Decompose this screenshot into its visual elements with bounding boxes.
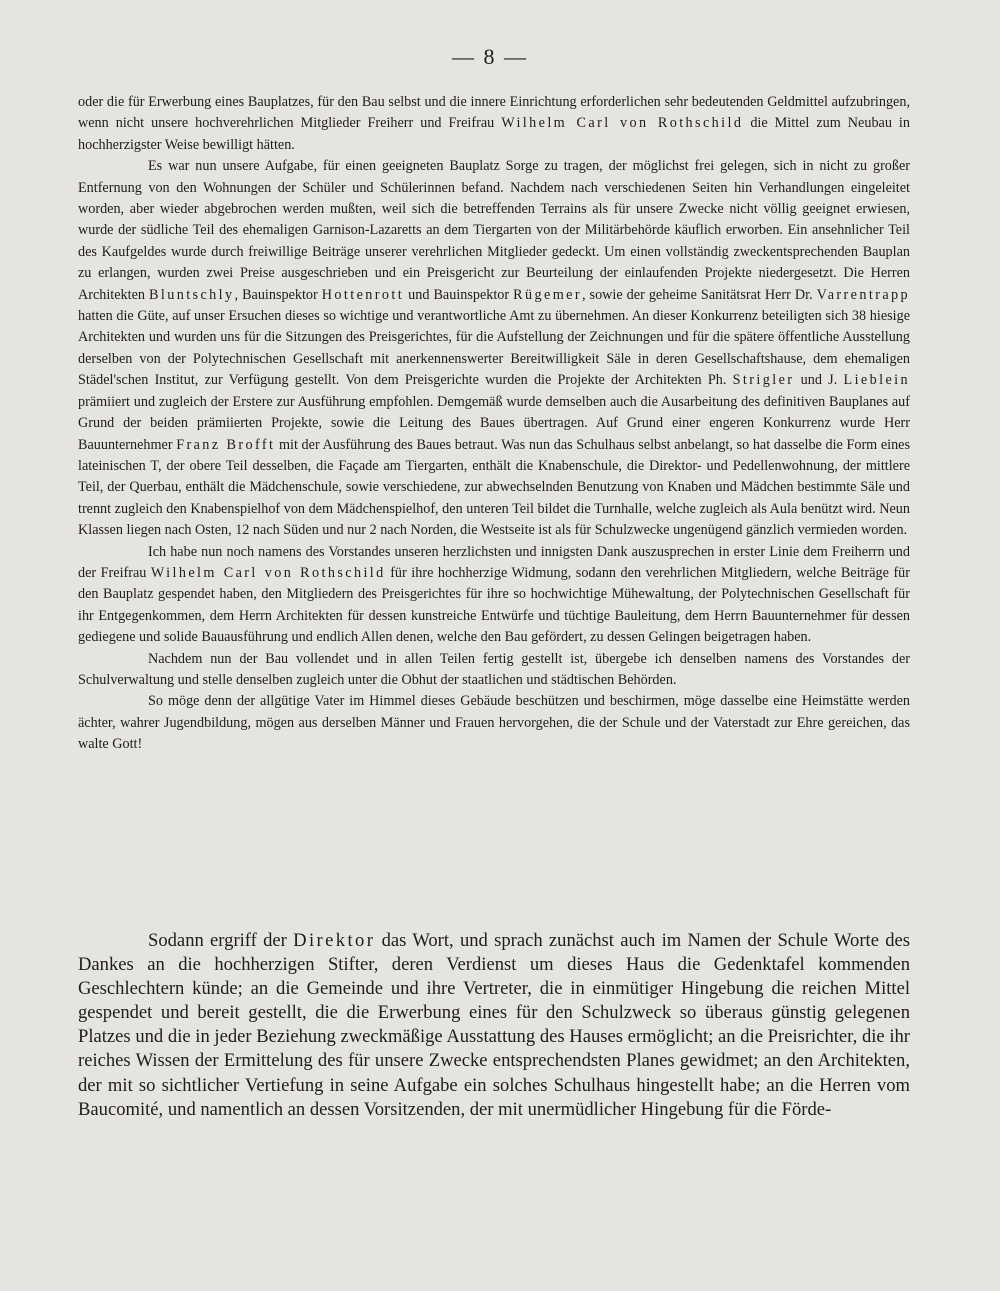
name-spaced: Bluntschly bbox=[149, 286, 235, 303]
paragraph-4: Nachdem nun der Bau vollendet und in allen Teilen fertig gestellt ist, übergebe ich denselben namens des Vorstandes der Schulverwaltung und stelle denselben zugleich unter die Obhut der staatlichen und städtischen Behörden. bbox=[78, 650, 910, 688]
name-spaced: Franz Brofft bbox=[176, 436, 276, 453]
body-text-large bbox=[78, 929, 910, 1122]
paragraph-6: Sodann ergriff der Direktor das Wort, und sprach zunächst auch im Namen der Schule Worte des Dankes an die hochherzigen Stifter, deren Verdienst um dieses Haus die Gedenktafel kommenden Geschlechtern künde; an die Gemeinde und ihre Vertreter, die in einmütiger Hingebung die reichen Mittel gespendet und bereit gestellt, die die Erwerbung eines für den Schulzweck so überaus günstig gelegenen Platzes und die in jeder Beziehung zweckmäßige Ausstattung des Hauses ermöglicht; an die Preisrichter, die ihr reiches Wissen der Ermittelung des für unsere Zwecke entsprechendsten Planes gewidmet; an den Architekten, der mit so sichtlicher Vertiefung in seine Aufgabe ein solches Schulhaus hingestellt habe; an die Herren vom Baucomité, und namentlich an dessen Vorsitzenden, der mit unermüdlicher Hingebung für die Förde- bbox=[78, 930, 911, 1120]
name-spaced: Rügemer bbox=[513, 286, 582, 303]
name-spaced: Varrentrapp bbox=[816, 286, 911, 303]
page-number: — 8 — bbox=[452, 44, 528, 69]
name-spaced: Lieblein bbox=[843, 372, 910, 389]
paragraph-3: Ich habe nun noch namens des Vorstandes unseren herzlichsten und innigsten Dank auszusprechen in erster Linie dem Freiherrn und der Freifrau Wilhelm Carl von Rothschild für ihre hochherzige Widmung, sodann den verehrlichen Mitgliedern, welche Beiträge für den Bauplatz gespendet haben, den Mitgliedern des Preisgerichtes für ihre so hochwichtige Mühewaltung, der Polytechnischen Gesellschaft für ihr Entgegenkommen, dem Herrn Architekten für dessen kunstreiche Entwürfe und tüchtige Bauleitung, dem Herrn Bauunternehmer für dessen gediegene und solide Bauausführung und endlich Allen denen, welche den Bau gefördert, zu dessen Gelingen beigetragen haben. bbox=[78, 543, 910, 646]
paragraph-5: So möge denn der allgütige Vater im Himmel dieses Gebäude beschützen und beschirmen, möge dasselbe eine Heimstätte werden ächter, wahrer Jugendbildung, mögen aus derselben Männer und Frauen hervorgehen, die der Schule und der Vaterstadt zur Ehre gereichen, das walte Gott! bbox=[78, 693, 910, 753]
paragraph-1: oder die für Erwerbung eines Bauplatzes, für den Bau selbst und die innere Einrichtung erforderlichen sehr bedeutenden Geldmittel aufzubringen, wenn nicht unsere hochverehrlichen Mitglieder Freiherr und Freifrau Wilhelm Carl von Rothschild die Mittel zum Neubau in hochherzigster Weise bewilligt hätten. bbox=[78, 94, 910, 153]
name-spaced: Wilhelm Carl von Rothschild bbox=[501, 115, 744, 132]
body-text-small bbox=[78, 92, 910, 756]
paragraph-2: Es war nun unsere Aufgabe, für einen geeigneten Bauplatz Sorge zu tragen, der möglichst frei gelegen, sich in nicht zu großer Entfernung von den Wohnungen der Schüler und Schülerinnen befand. Nachdem nach verschiedenen Seiten hin Verhandlungen eingeleitet worden, aber wieder abgebrochen werden mußten, weil sich die betreffenden Terrains als für unsere Zwecke nicht völlig geeignet erwiesen, wurde der südliche Teil des ehemaligen Garnison-Lazaretts an dem Tiergarten von der Militärbehörde käuflich erworben. Ein ansehnlicher Teil des Kaufgeldes wurde durch freiwillige Beiträge unserer verehrlichen Mitglieder gedeckt. Um einen vollständig zweckentsprechenden Bauplan zu erlangen, wurden zwei Preise ausgeschrieben und ein Preisgericht zur Beurteilung der einlaufenden Projekte niedergesetzt. Die Herren Architekten Bluntschly, Bauinspektor Hottenrott und Bauinspektor Rügemer, sowie der geheime Sanitätsrat Herr Dr. Varrentrapp hatten die Güte, auf unser Ersuchen dieses so wichtige und verantwortliche Amt zu übernehmen. An dieser Konkurrenz beteiligten sich 38 hiesige Architekten und wurden uns für die Sitzungen des Preisgerichtes, für die Aufstellung der Zeichnungen und für die spätere öffentliche Ausstellung derselben von der Polytechnischen Gesellschaft mit anerkennenswerter Bereitwilligkeit Säle in deren Gesellschaftshause, dem ehemaligen Städel'schen Institut, zur Verfügung gestellt. Von dem Preisgerichte wurden die Projekte der Architekten Ph. Strigler und J. Lieblein prämiiert und zugleich der Erstere zur Ausführung empfohlen. Demgemäß wurde demselben auch die Ausarbeitung des definitiven Bauplanes auf Grund der beiden prämiierten Projekte, sowie die Leitung des Baues übertragen. Auf Grund einer engeren Konkurrenz wurde Herr Bauunternehmer Franz Brofft mit der Ausführung des Baues betraut. Was nun das Schulhaus selbst anbelangt, so hat dasselbe die Form eines lateinischen T, der obere Teil desselben, die Façade am Tiergarten, enthält die Knabenschule, die Direktor- und Pedellenwohnung, der mittlere Teil, der Querbau, enthält die Mädchenschule, sowie verschiedene, zur abwechselnden Benutzung von Knaben und Mädchen bestimmte Säle und trennt zugleich den Knabenspielhof von dem Mädchenspielhof, den unteren Teil bildet die Turnhalle, welche zugleich als Aula benützt wird. Neun Klassen liegen nach Osten, 12 nach Süden und nur 2 nach Norden, die Westseite ist als für Schulzwecke ungenügend gänzlich vermieden worden. bbox=[78, 158, 911, 539]
name-spaced: Strigler bbox=[732, 372, 795, 389]
name-spaced: Hottenrott bbox=[321, 286, 405, 303]
name-spaced: Direktor bbox=[293, 930, 376, 951]
name-spaced: Wilhelm Carl von Rothschild bbox=[150, 564, 386, 581]
